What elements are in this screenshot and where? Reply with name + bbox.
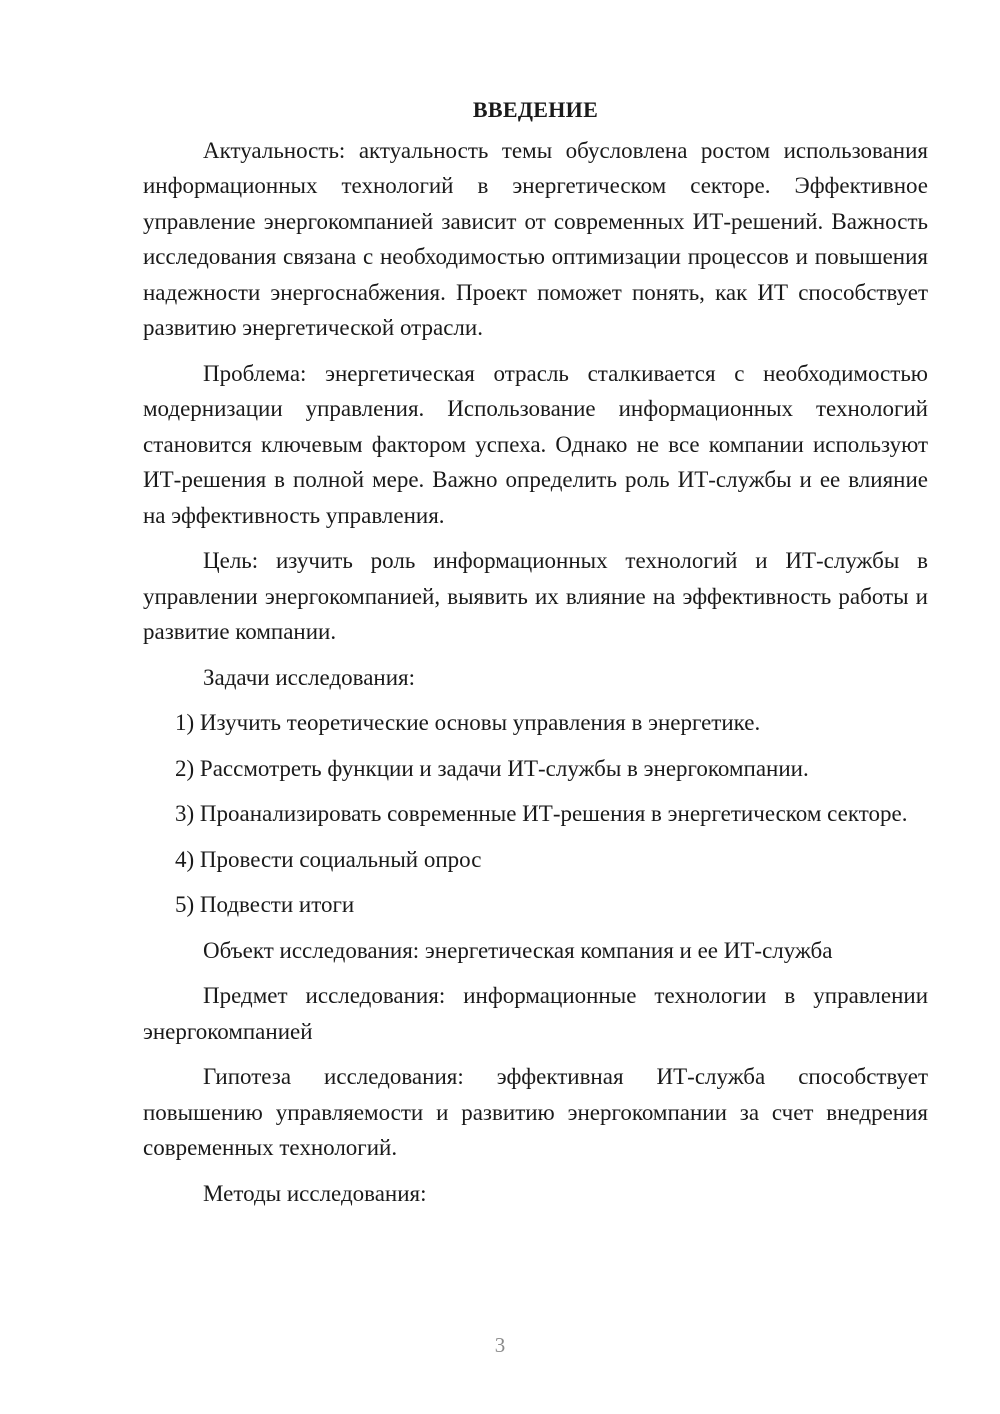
paragraph-tasks-heading: Задачи исследования: bbox=[203, 664, 416, 690]
paragraph-goal: Цель: изучить роль информационных технологий и ИТ-службы в управлении энергокомпанией, выявить их влияние на эффективность работы и развитие компании. bbox=[143, 548, 928, 644]
paragraph-hypothesis: Гипотеза исследования: эффективная ИТ-служба способствует повышению управляемости и развитию энергокомпании за счет внедрения современных технологий. bbox=[143, 1064, 928, 1160]
task-item-4: 4) Провести социальный опрос bbox=[175, 846, 482, 872]
document-page bbox=[143, 92, 928, 1221]
task-item-3: 3) Проанализировать современные ИТ-решения в энергетическом секторе. bbox=[175, 801, 908, 826]
paragraph-subject: Предмет исследования: информационные технологии в управлении энергокомпанией bbox=[143, 983, 928, 1044]
paragraph-object: Объект исследования: энергетическая компания и ее ИТ-служба bbox=[203, 937, 833, 963]
paragraph-methods: Методы исследования: bbox=[203, 1180, 427, 1206]
task-item-1: 1) Изучить теоретические основы управления в энергетике. bbox=[175, 710, 761, 735]
page-number: 3 bbox=[494, 1333, 506, 1357]
task-item-5: 5) Подвести итоги bbox=[175, 892, 355, 917]
paragraph-problem: Проблема: энергетическая отрасль сталкивается с необходимостью модернизации управления. Использование информационных технологий становится ключевым фактором успеха. Однако не все компании используют ИТ-решения в полной мере. Важно определить роль ИТ-службы и ее влияние на эффективность управления. bbox=[143, 360, 928, 528]
paragraph-relevance: Актуальность: актуальность темы обусловлена ростом использования информационных технологий в энергетическом секторе. Эффективное управление энергокомпанией зависит от современных ИТ-решений. Важность исследования связана с необходимостью оптимизации процессов и повышения надежности энергоснабжения. Проект поможет понять, как ИТ способствует развитию энергетической отрасли. bbox=[143, 137, 928, 340]
task-item-2: 2) Рассмотреть функции и задачи ИТ-службы в энергокомпании. bbox=[175, 755, 809, 781]
section-title: ВВЕДЕНИЕ bbox=[472, 97, 599, 122]
